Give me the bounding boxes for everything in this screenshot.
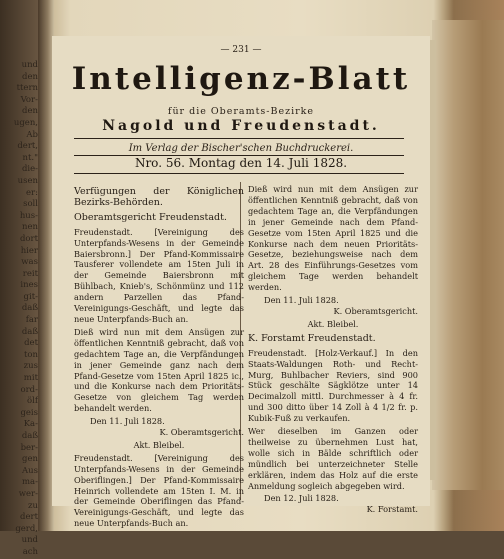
margin-fragment-line: far — [25, 315, 38, 326]
right-column — [248, 184, 418, 517]
issue-number: Nro. 56. — [134, 156, 185, 170]
margin-fragment-line: daß — [21, 431, 38, 441]
article-hd2: Oberamtsgericht Freudenstadt. — [74, 211, 227, 223]
margin-fragment-line: ölf — [27, 396, 38, 407]
margin-fragment-line: ach — [22, 546, 38, 557]
margin-fragment-line: dert, — [17, 141, 38, 152]
newspaper-page — [52, 36, 430, 529]
margin-fragment-line: wer- — [18, 488, 38, 499]
margin-fragment-line: nen — [22, 222, 38, 233]
margin-fragment-line: zus — [23, 361, 38, 372]
margin-fragment-line: git- — [23, 291, 38, 302]
margin-fragment-line: zu — [28, 500, 38, 511]
margin-fragment-line: nt." — [22, 152, 38, 163]
article-sig: K. Forstamt. — [366, 504, 418, 515]
margin-fragment-line: den — [22, 71, 38, 82]
margin-fragment-line: ttern — [16, 83, 38, 94]
page-edge — [430, 40, 436, 480]
publisher-line: Im Verlag der Bischer'schen Buchdruckerei. — [128, 143, 354, 154]
article-date: Den 11. Juli 1828. — [90, 416, 165, 427]
margin-fragment-line: ton — [23, 349, 38, 360]
margin-fragment-line: die- — [21, 164, 38, 175]
margin-fragment-line: den — [22, 106, 38, 117]
margin-fragment-line: und — [21, 60, 38, 70]
margin-fragment-line: hus- — [19, 210, 38, 221]
left-page-fragment — [0, 60, 40, 557]
article-hd: Verfügungen der Königlichen Bezirks-Behörden. — [74, 186, 244, 208]
article-sig: K. Oberamtsgericht. — [159, 427, 244, 438]
article-p: Dieß wird nun mit dem Ansügen zur öffentlichen Kenntniß gebracht, daß von gedachtem Tage an, die Verpfändungen in jener Gemeinde nach dem Pfand-Gesetze vom 15ten April 1825 und die Konkurse nach dem neuen Prioritäts-Gesetze, beziehungsweise nach dem Art. 28 des Einführungs-Gesetzes vom gleichem Tage werden behandelt werden. — [248, 184, 418, 293]
margin-fragment-line: mit — [23, 373, 38, 384]
article-hd2: K. Forstamt Freudenstadt. — [248, 332, 376, 344]
issue-line — [52, 156, 430, 170]
masthead-rule-top — [74, 138, 404, 139]
article-p: Dieß wird nun mit dem Ansügen zur öffentlichen Kenntniß gebracht, daß von gedachtem Tage an, die Verpfändungen in jener Gemeinde ganz nach dem Pfand-Gesetze vom 15ten April 1825 ic., und die Konkurse nach dem Prioritäts-Gesetze von gleichem Tag werden behandelt werden. — [74, 326, 244, 414]
masthead-subtitle: für die Oberamts-Bezirke — [167, 106, 315, 117]
margin-fragment-line: und — [21, 535, 38, 546]
margin-fragment-line: reit — [22, 268, 38, 279]
margin-fragment-line: ma- — [22, 477, 38, 488]
margin-fragment-line: er: — [26, 187, 38, 198]
article-p: Freudenstadt. [Holz-Verkauf.] In den Staats-Waldungen Roth- und Recht-Murg, Buhlbacher Reviers, sind 900 Stück geschälte Sägklötze unter 14 Decimalzoll mittl. Durchmesser à 4 fr. und 300 ditto über 14 Zoll à 4 1/2 fr. p. Kubik-Fuß zu verkaufen. — [248, 347, 418, 424]
margin-fragment-line: dort — [19, 233, 38, 244]
masthead-title: Intelligenz-Blatt — [71, 61, 411, 97]
margin-fragment-line: gen — [22, 454, 38, 465]
margin-fragment-line: Vor- — [20, 94, 38, 105]
article-sig: K. Oberamtsgericht. — [333, 305, 418, 316]
issue-date: Montag den 14. Juli 1828. — [188, 156, 348, 170]
article-p: Freudenstadt. [Vereinigung des Unterpfands-Wesens in der Gemeinde Oberiflingen.] Der Pfand-Kommissaire Heinrich vollendete am 15ten I. M. in der Gemeinde Oberiflingen das Pfand-Vereinigungs-Geschäft, und legte das neue Unterpfands-Buch an. — [74, 452, 244, 529]
masthead-region: Nagold und Freudenstadt. — [102, 118, 380, 134]
left-column — [74, 184, 244, 531]
article-date: Den 11. Juli 1828. — [264, 295, 339, 306]
article-center: Akt. Bleibel. — [133, 439, 185, 450]
article-date: Den 12. Juli 1828. — [264, 493, 339, 504]
margin-fragment-line: hier — [20, 245, 38, 256]
book-binding — [432, 20, 504, 490]
article-p: Freudenstadt. [Vereinigung des Unterpfands-Wesens in der Gemeinde Baiersbronn.] Der Pfand-Kommissaire Tausferer vollendete am 15ten Juli in der Gemeinde Baiersbronn mit Bühlbach, Knieb's, Schönmünz und 112 andern Parzellen das Pfand-Vereinigungs-Geschäft, und legte das neue Unterpfands-Buch an. — [74, 226, 244, 324]
margin-fragment-line: ber- — [20, 442, 38, 453]
margin-fragment-line: ord- — [20, 384, 38, 395]
issue-rule-bottom — [74, 173, 404, 174]
margin-fragment-line: Aus — [22, 465, 38, 476]
margin-fragment-line: daß — [21, 326, 38, 337]
margin-fragment-line: ines — [20, 280, 38, 291]
article-p: Wer dieselben im Ganzen oder theilweise zu übernehmen Lust hat, wolle sich in Bälde schriftlich oder mündlich bei unterzeichneter Stelle erklären, indem das Holz auf die erste Anmeldung sogleich abgegeben wird. — [248, 426, 418, 491]
margin-fragment-line: usen — [17, 175, 38, 186]
margin-fragment-line: Ab — [26, 129, 38, 140]
margin-fragment-line: dert — [20, 512, 38, 523]
margin-fragment-line: geis — [20, 407, 38, 418]
margin-fragment-line: gerd, — [15, 523, 38, 534]
margin-fragment-line: det — [24, 338, 38, 349]
margin-fragment-line: ugen, — [13, 117, 38, 128]
margin-fragment-line: was — [21, 257, 38, 268]
margin-fragment-line: daß — [21, 303, 38, 314]
page-number: — 231 — — [220, 45, 262, 55]
margin-fragment-line: Ka- — [23, 419, 38, 430]
article-center: Akt. Bleibel. — [307, 318, 359, 329]
margin-fragment-line: soll — [23, 199, 38, 210]
